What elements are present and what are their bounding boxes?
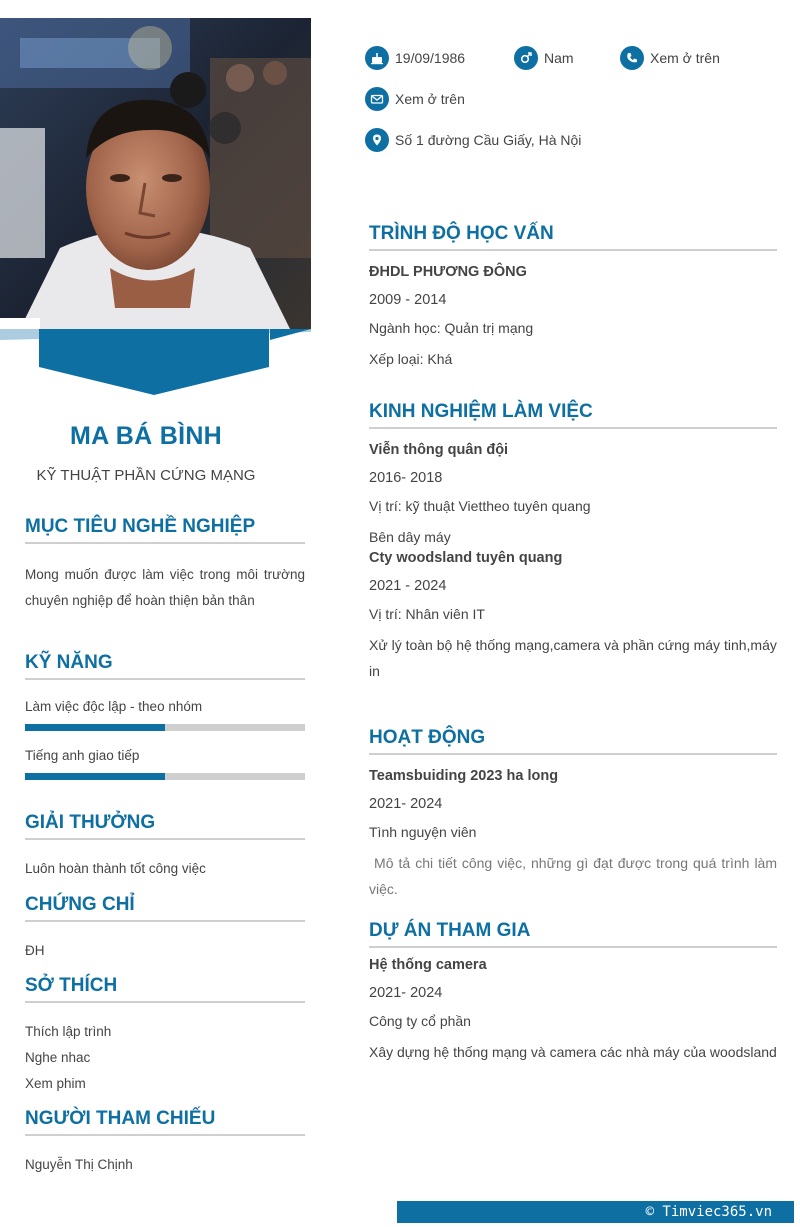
candidate-name: MA BÁ BÌNH xyxy=(69,422,223,450)
awards-title: GIẢI THƯỞNG xyxy=(25,812,305,840)
photo-banner xyxy=(0,318,311,398)
experience-section xyxy=(369,401,777,684)
experience-period: 2016- 2018 xyxy=(369,470,443,486)
activity-description: Mô tả chi tiết công việc, những gì đạt được trong quá trình làm việc. xyxy=(369,855,781,897)
awards-text: Luôn hoàn thành tốt công việc xyxy=(25,861,206,876)
hobbies-list xyxy=(25,1019,305,1097)
activity-name: Teamsbuiding 2023 ha long xyxy=(369,768,559,784)
phone-icon xyxy=(620,46,644,70)
email-value: Xem ở trên xyxy=(395,91,465,107)
contact-email xyxy=(365,87,465,111)
education-major: Ngành học: Quản trị mạng xyxy=(369,320,534,336)
certificates-text: ĐH xyxy=(25,943,45,958)
experience-description: Xử lý toàn bộ hệ thống mạng,camera và phần cứng máy tinh,máy in xyxy=(369,637,777,679)
project-period: 2021- 2024 xyxy=(369,985,443,1001)
activity-period: 2021- 2024 xyxy=(369,796,443,812)
gender-value: Nam xyxy=(544,50,574,66)
skill-bar-fill xyxy=(25,724,165,731)
experience-company: Cty woodsland tuyên quang xyxy=(369,550,563,566)
experience-description: Bên dây máy xyxy=(369,529,451,545)
candidate-job-title: KỸ THUẬT PHẦN CỨNG MẠNG xyxy=(36,467,256,484)
profile-photo xyxy=(0,18,311,329)
contact-birthday xyxy=(365,46,465,70)
experience-company: Viễn thông quân đội xyxy=(369,442,509,458)
skills-title: KỸ NĂNG xyxy=(25,652,305,680)
objective-text: Mong muốn được làm việc trong môi trường chuyên nghiệp để hoàn thiện bản thân xyxy=(25,567,305,608)
objective-section xyxy=(25,516,305,614)
education-grade: Xếp loại: Khá xyxy=(369,351,453,367)
footer-watermark: © Timviec365.vn xyxy=(397,1201,794,1223)
experience-position: Vị trí: kỹ thuật Viettheo tuyên quang xyxy=(369,498,591,514)
cake-icon xyxy=(365,46,389,70)
projects-title: DỰ ÁN THAM GIA xyxy=(369,920,777,948)
education-title: TRÌNH ĐỘ HỌC VẤN xyxy=(369,223,777,251)
activity-role: Tình nguyện viên xyxy=(369,824,477,840)
skill-bar-fill xyxy=(25,773,165,780)
hobbies-title: SỞ THÍCH xyxy=(25,975,305,1003)
references-text: Nguyễn Thị Chịnh xyxy=(25,1157,133,1172)
project-name: Hệ thống camera xyxy=(369,957,487,973)
left-column xyxy=(0,0,330,1227)
skills-section xyxy=(25,652,305,780)
contact-gender xyxy=(514,46,574,70)
certificates-section xyxy=(25,894,305,964)
profile-photo-image xyxy=(0,18,311,329)
references-title: NGƯỜI THAM CHIẾU xyxy=(25,1108,305,1136)
skill-name: Tiếng anh giao tiếp xyxy=(25,748,140,763)
objective-title: MỤC TIÊU NGHỀ NGHIỆP xyxy=(25,516,305,544)
skill-name: Làm việc độc lập - theo nhóm xyxy=(25,699,203,714)
hobby-item: Xem phim xyxy=(25,1076,86,1091)
experience-title: KINH NGHIỆM LÀM VIỆC xyxy=(369,401,777,429)
project-description: Xây dựng hệ thống mạng và camera các nhà máy của woodsland xyxy=(369,1044,777,1060)
education-period: 2009 - 2014 xyxy=(369,292,447,308)
hobby-item: Thích lập trình xyxy=(25,1024,112,1039)
map-pin-icon xyxy=(365,128,389,152)
skill-item xyxy=(25,748,305,780)
hobby-item: Nghe nhac xyxy=(25,1050,91,1065)
experience-item xyxy=(369,442,777,550)
birthday-value: 19/09/1986 xyxy=(395,50,466,66)
email-icon xyxy=(365,87,389,111)
education-section xyxy=(369,223,777,372)
experience-period: 2021 - 2024 xyxy=(369,578,447,594)
hobbies-section xyxy=(25,975,305,1097)
skill-bar xyxy=(25,724,305,731)
references-section xyxy=(25,1108,305,1178)
contact-phone xyxy=(620,46,720,70)
contact-address xyxy=(365,128,581,152)
activities-section xyxy=(369,727,781,902)
projects-section xyxy=(369,920,777,1065)
awards-section xyxy=(25,812,305,882)
project-org: Công ty cổ phần xyxy=(369,1013,471,1029)
certificates-title: CHỨNG CHỈ xyxy=(25,894,305,922)
gender-icon xyxy=(514,46,538,70)
experience-position: Vị trí: Nhân viên IT xyxy=(369,606,485,622)
address-value: Số 1 đường Cầu Giấy, Hà Nội xyxy=(395,132,582,148)
education-school: ĐHDL PHƯƠNG ĐÔNG xyxy=(369,264,527,280)
phone-value: Xem ở trên xyxy=(650,50,720,66)
skill-item xyxy=(25,699,305,731)
activities-title: HOẠT ĐỘNG xyxy=(369,727,777,755)
skill-bar xyxy=(25,773,305,780)
experience-item xyxy=(369,550,777,684)
